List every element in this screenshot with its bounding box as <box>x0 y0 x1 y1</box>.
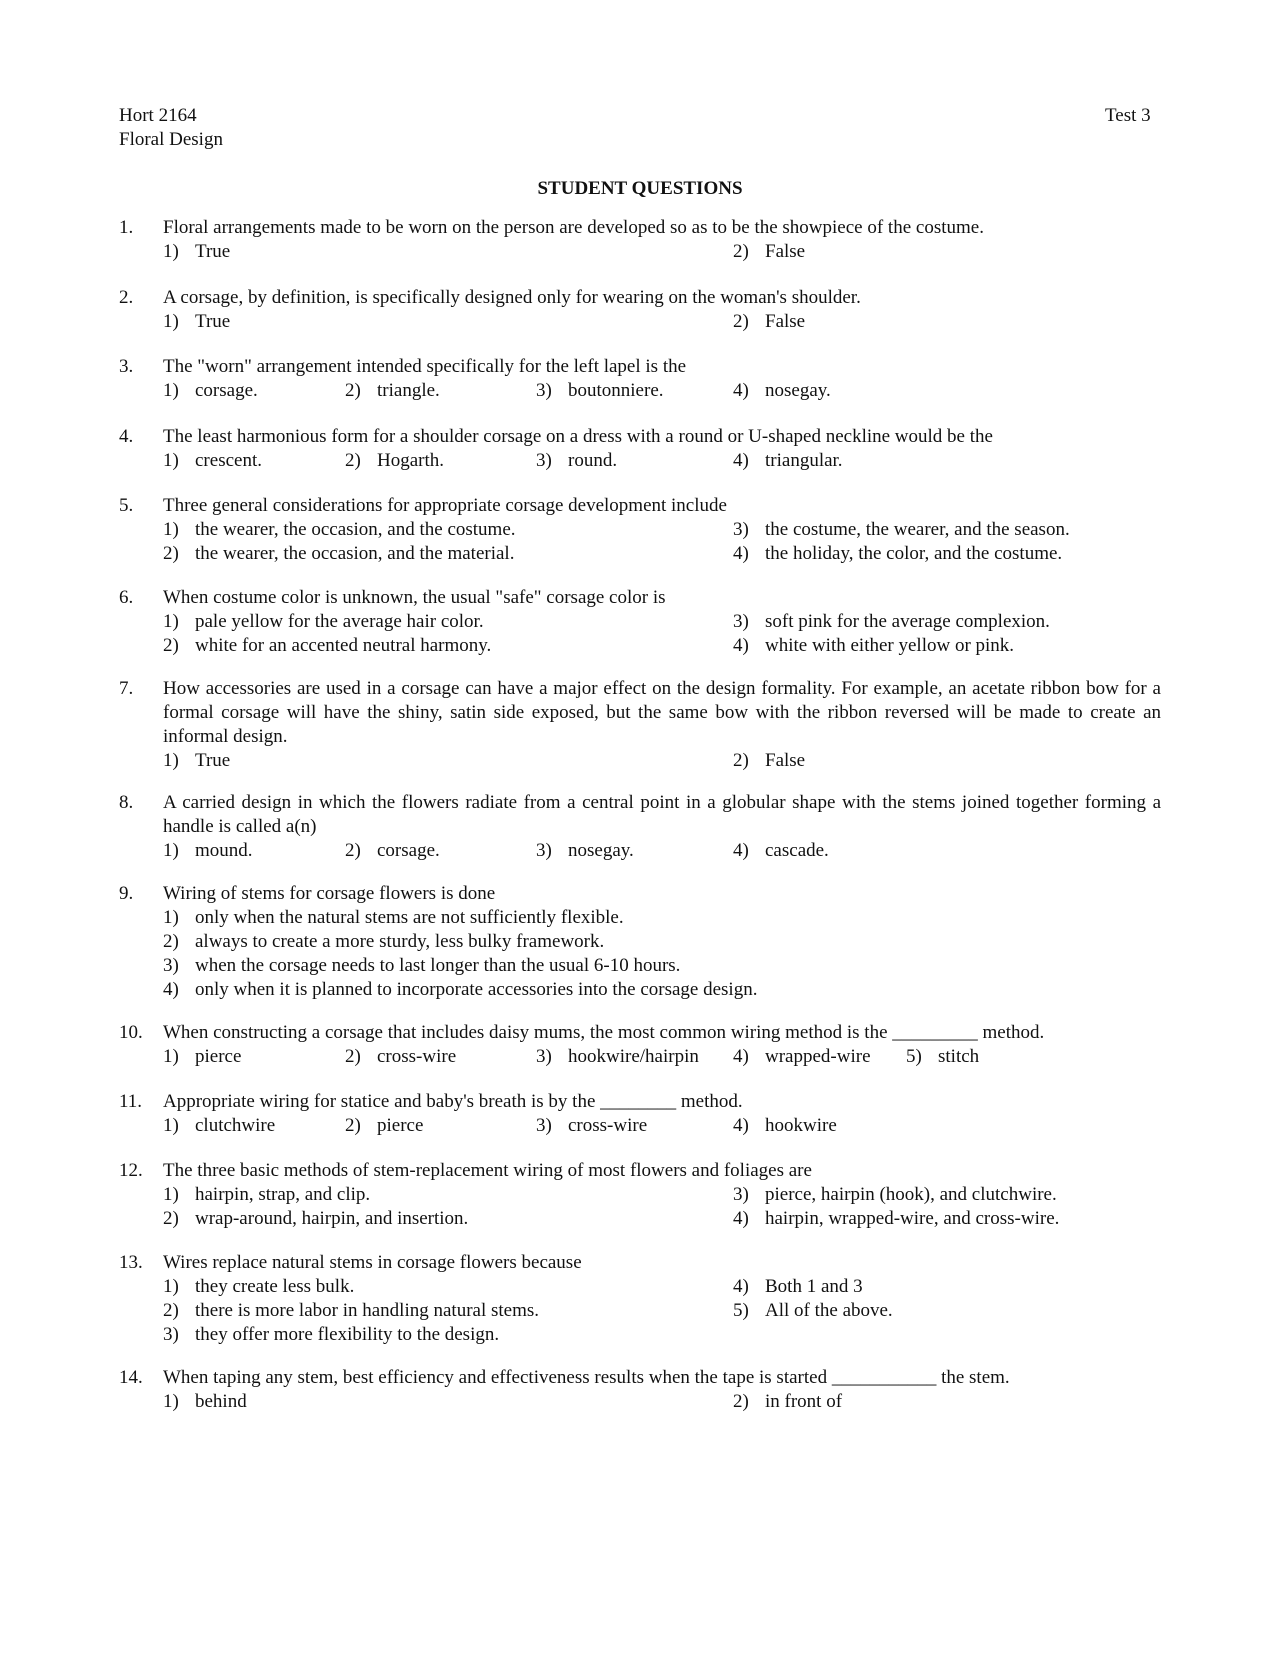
option-number: 1) <box>163 1184 179 1205</box>
answer-option <box>163 1275 354 1299</box>
answer-row <box>163 240 1161 264</box>
option-number: 3) <box>536 380 552 401</box>
option-number: 3) <box>733 1184 749 1205</box>
option-text: behind <box>195 1391 247 1412</box>
answer-option <box>163 634 491 658</box>
question-stem: Floral arrangements made to be worn on the person are developed so as to be the showpiece of the costume. <box>163 217 984 238</box>
answer-row <box>163 379 1161 403</box>
answer-option <box>163 449 262 473</box>
answer-option <box>906 1045 979 1069</box>
question-item <box>119 1090 1161 1138</box>
option-text: hookwire <box>765 1115 837 1136</box>
question-stem: Wires replace natural stems in corsage flowers because <box>163 1252 582 1273</box>
option-number: 1) <box>163 1391 179 1412</box>
option-text: always to create a more sturdy, less bulky framework. <box>195 931 605 952</box>
option-number: 2) <box>733 241 749 262</box>
question-stem: Appropriate wiring for statice and baby's breath is by the ________ method. <box>163 1091 743 1112</box>
option-number: 1) <box>163 1276 179 1297</box>
answer-option <box>345 379 440 403</box>
option-number: 3) <box>536 450 552 471</box>
answer-option <box>536 449 617 473</box>
answer-row <box>163 906 1161 930</box>
option-text: crescent. <box>195 450 262 471</box>
option-number: 1) <box>163 450 179 471</box>
test-label: Test 3 <box>1105 105 1151 126</box>
answer-option <box>536 1045 699 1069</box>
option-number: 2) <box>345 840 361 861</box>
option-text: triangle. <box>377 380 440 401</box>
option-number: 1) <box>163 907 179 928</box>
answer-option <box>733 1045 871 1069</box>
option-text: nosegay. <box>568 840 634 861</box>
answer-option <box>163 610 484 634</box>
option-number: 1) <box>163 611 179 632</box>
answer-row <box>163 1275 1161 1299</box>
answer-option <box>536 1114 647 1138</box>
option-text: round. <box>568 450 618 471</box>
answer-option <box>733 1114 837 1138</box>
option-text: only when the natural stems are not sufficiently flexible. <box>195 907 624 928</box>
option-text: True <box>195 750 231 771</box>
option-number: 2) <box>345 380 361 401</box>
answer-option <box>733 839 829 863</box>
answer-row <box>163 634 1161 658</box>
option-text: cascade. <box>765 840 829 861</box>
question-item <box>119 791 1161 863</box>
option-text: the wearer, the occasion, and the material. <box>195 543 515 564</box>
option-text: the wearer, the occasion, and the costume. <box>195 519 516 540</box>
option-text: the holiday, the color, and the costume. <box>765 543 1063 564</box>
answer-option <box>163 930 604 954</box>
question-item <box>119 882 1161 1002</box>
answer-options <box>163 610 1161 658</box>
answer-options <box>163 449 1161 473</box>
option-text: white for an accented neutral harmony. <box>195 635 492 656</box>
answer-option <box>163 1207 468 1231</box>
question-number: 8. <box>119 792 134 813</box>
question-number: 12. <box>119 1160 143 1181</box>
question-stem: Three general considerations for appropriate corsage development include <box>163 495 727 516</box>
answer-row <box>163 542 1161 566</box>
answer-options <box>163 379 1161 403</box>
option-text: stitch <box>938 1046 980 1067</box>
answer-option <box>345 1114 423 1138</box>
answer-option <box>163 240 230 264</box>
question-number: 14. <box>119 1367 143 1388</box>
option-text: cross-wire <box>377 1046 457 1067</box>
option-number: 3) <box>163 955 179 976</box>
question-item <box>119 425 1161 473</box>
question-item <box>119 586 1161 658</box>
question-number: 2. <box>119 287 134 308</box>
question-number: 13. <box>119 1252 143 1273</box>
question-number: 11. <box>119 1091 143 1112</box>
answer-row <box>163 310 1161 334</box>
question-number: 7. <box>119 678 134 699</box>
answer-option <box>733 634 1014 658</box>
option-text: All of the above. <box>765 1300 893 1321</box>
question-number: 10. <box>119 1022 143 1043</box>
answer-row <box>163 930 1161 954</box>
answer-row <box>163 610 1161 634</box>
answer-option <box>163 1390 247 1414</box>
option-text: mound. <box>195 840 253 861</box>
question-number: 1. <box>119 217 134 238</box>
page-title: STUDENT QUESTIONS <box>537 178 743 199</box>
option-number: 1) <box>163 750 179 771</box>
option-text: nosegay. <box>765 380 831 401</box>
answer-options <box>163 749 1161 773</box>
option-number: 2) <box>163 1300 179 1321</box>
option-number: 3) <box>536 1115 552 1136</box>
question-item <box>119 677 1161 773</box>
option-text: True <box>195 311 231 332</box>
course-code: Hort 2164 <box>119 105 197 126</box>
question-stem: When taping any stem, best efficiency and effectiveness results when the tape is started ___________ the stem. <box>163 1367 1010 1388</box>
answer-options <box>163 1275 1161 1347</box>
option-number: 1) <box>163 380 179 401</box>
option-text: corsage. <box>195 380 258 401</box>
question-item <box>119 1366 1161 1414</box>
answer-row <box>163 954 1161 978</box>
answer-option <box>163 1323 499 1347</box>
option-text: corsage. <box>377 840 440 861</box>
option-number: 2) <box>733 1391 749 1412</box>
answer-row <box>163 839 1161 863</box>
answer-option <box>163 310 230 334</box>
question-number: 6. <box>119 587 134 608</box>
question-item <box>119 1251 1161 1347</box>
answer-row <box>163 449 1161 473</box>
answer-option <box>163 906 624 930</box>
option-text: when the corsage needs to last longer than the usual 6-10 hours. <box>195 955 681 976</box>
option-number: 4) <box>733 1046 749 1067</box>
option-number: 1) <box>163 840 179 861</box>
answer-option <box>733 449 843 473</box>
answer-option <box>163 1114 275 1138</box>
option-text: boutonniere. <box>568 380 664 401</box>
option-text: Both 1 and 3 <box>765 1276 863 1297</box>
option-text: in front of <box>765 1391 843 1412</box>
answer-options <box>163 839 1161 863</box>
option-number: 3) <box>733 519 749 540</box>
answer-options <box>163 1114 1161 1138</box>
question-stem: A corsage, by definition, is specifically designed only for wearing on the woman's shoulder. <box>163 287 861 308</box>
option-number: 2) <box>733 750 749 771</box>
answer-row <box>163 518 1161 542</box>
answer-option <box>733 1207 1059 1231</box>
option-number: 5) <box>906 1046 922 1067</box>
option-text: only when it is planned to incorporate accessories into the corsage design. <box>195 979 758 1000</box>
option-text: hairpin, strap, and clip. <box>195 1184 371 1205</box>
course-heading <box>119 104 223 152</box>
answer-option <box>733 1390 842 1414</box>
question-number: 4. <box>119 426 134 447</box>
answer-options <box>163 906 1161 1002</box>
question-stem: When costume color is unknown, the usual "safe" corsage color is <box>163 587 666 608</box>
option-number: 4) <box>733 380 749 401</box>
option-text: wrap-around, hairpin, and insertion. <box>195 1208 469 1229</box>
question-item <box>119 1159 1161 1231</box>
option-text: wrapped-wire <box>765 1046 871 1067</box>
answer-options <box>163 240 1161 264</box>
option-number: 1) <box>163 241 179 262</box>
option-number: 4) <box>733 543 749 564</box>
option-text: False <box>765 241 806 262</box>
answer-option <box>345 449 444 473</box>
option-number: 5) <box>733 1300 749 1321</box>
answer-row <box>163 749 1161 773</box>
option-number: 4) <box>733 840 749 861</box>
answer-option <box>163 839 253 863</box>
answer-option <box>733 542 1062 566</box>
answer-option <box>163 954 680 978</box>
answer-options <box>163 1045 1161 1069</box>
option-number: 3) <box>536 840 552 861</box>
option-number: 2) <box>163 931 179 952</box>
option-number: 2) <box>163 543 179 564</box>
answer-option <box>536 839 634 863</box>
option-number: 4) <box>733 450 749 471</box>
answer-row <box>163 1299 1161 1323</box>
option-text: False <box>765 750 806 771</box>
option-number: 1) <box>163 1115 179 1136</box>
question-item <box>119 286 1161 334</box>
option-text: they create less bulk. <box>195 1276 355 1297</box>
option-number: 1) <box>163 1046 179 1067</box>
option-number: 3) <box>163 1324 179 1345</box>
option-text: hairpin, wrapped-wire, and cross-wire. <box>765 1208 1060 1229</box>
question-item <box>119 355 1161 403</box>
option-text: pierce <box>377 1115 424 1136</box>
question-item <box>119 494 1161 566</box>
answer-option <box>163 749 230 773</box>
option-number: 1) <box>163 519 179 540</box>
question-item <box>119 1021 1161 1069</box>
option-text: hookwire/hairpin <box>568 1046 699 1067</box>
answer-option <box>163 1183 370 1207</box>
option-text: False <box>765 311 806 332</box>
answer-option <box>733 610 1050 634</box>
answer-row <box>163 1183 1161 1207</box>
question-stem: How accessories are used in a corsage can have a major effect on the design formality. For example, an acetate ribbon bow for a formal corsage will have the shiny, satin side exposed, but the same bow with the ribbon reversed will be made to create an informal design. <box>163 678 1161 747</box>
question-stem: The least harmonious form for a shoulder corsage on a dress with a round or U-shaped neckline would be the <box>163 426 993 447</box>
answer-option <box>733 518 1070 542</box>
question-number: 3. <box>119 356 134 377</box>
question-number: 9. <box>119 883 134 904</box>
option-text: there is more labor in handling natural stems. <box>195 1300 540 1321</box>
option-text: they offer more flexibility to the design. <box>195 1324 500 1345</box>
answer-row <box>163 1207 1161 1231</box>
option-text: white with either yellow or pink. <box>765 635 1015 656</box>
answer-options <box>163 310 1161 334</box>
option-text: the costume, the wearer, and the season. <box>765 519 1070 540</box>
option-text: soft pink for the average complexion. <box>765 611 1050 632</box>
question-stem: When constructing a corsage that includes daisy mums, the most common wiring method is the _________ method. <box>163 1022 1045 1043</box>
option-text: cross-wire <box>568 1115 648 1136</box>
option-number: 2) <box>345 1046 361 1067</box>
question-number: 5. <box>119 495 134 516</box>
answer-row <box>163 1114 1161 1138</box>
option-number: 4) <box>733 635 749 656</box>
answer-row <box>163 1045 1161 1069</box>
answer-option <box>733 310 805 334</box>
answer-options <box>163 1183 1161 1231</box>
option-text: pierce, hairpin (hook), and clutchwire. <box>765 1184 1057 1205</box>
option-number: 2) <box>733 311 749 332</box>
answer-option <box>345 1045 456 1069</box>
answer-option <box>163 1045 241 1069</box>
option-number: 4) <box>733 1208 749 1229</box>
option-number: 3) <box>733 611 749 632</box>
option-text: pierce <box>195 1046 242 1067</box>
option-text: True <box>195 241 231 262</box>
answer-option <box>536 379 664 403</box>
option-number: 1) <box>163 311 179 332</box>
option-number: 4) <box>163 979 179 1000</box>
option-number: 2) <box>345 450 361 471</box>
question-item <box>119 216 1161 264</box>
question-stem: A carried design in which the flowers radiate from a central point in a globular shape with the stems joined together forming a handle is called a(n) <box>163 792 1161 837</box>
answer-option <box>733 379 831 403</box>
option-text: clutchwire <box>195 1115 276 1136</box>
answer-options <box>163 1390 1161 1414</box>
answer-option <box>733 749 805 773</box>
answer-option <box>163 518 516 542</box>
course-name: Floral Design <box>119 129 223 150</box>
option-number: 3) <box>536 1046 552 1067</box>
answer-row <box>163 978 1161 1002</box>
answer-option <box>733 1183 1057 1207</box>
answer-option <box>345 839 440 863</box>
option-number: 2) <box>345 1115 361 1136</box>
option-number: 2) <box>163 1208 179 1229</box>
option-number: 4) <box>733 1276 749 1297</box>
answer-option <box>163 379 258 403</box>
answer-option <box>163 542 514 566</box>
option-text: triangular. <box>765 450 843 471</box>
option-number: 4) <box>733 1115 749 1136</box>
question-stem: The three basic methods of stem-replacement wiring of most flowers and foliages are <box>163 1160 812 1181</box>
question-stem: Wiring of stems for corsage flowers is done <box>163 883 496 904</box>
answer-option <box>733 1275 863 1299</box>
answer-row <box>163 1390 1161 1414</box>
question-stem: The "worn" arrangement intended specifically for the left lapel is the <box>163 356 687 377</box>
option-text: Hogarth. <box>377 450 445 471</box>
answer-option <box>733 1299 893 1323</box>
answer-option <box>163 1299 539 1323</box>
option-text: pale yellow for the average hair color. <box>195 611 484 632</box>
answer-option <box>163 978 757 1002</box>
option-number: 2) <box>163 635 179 656</box>
answer-options <box>163 518 1161 566</box>
answer-row <box>163 1323 1161 1347</box>
answer-option <box>733 240 805 264</box>
